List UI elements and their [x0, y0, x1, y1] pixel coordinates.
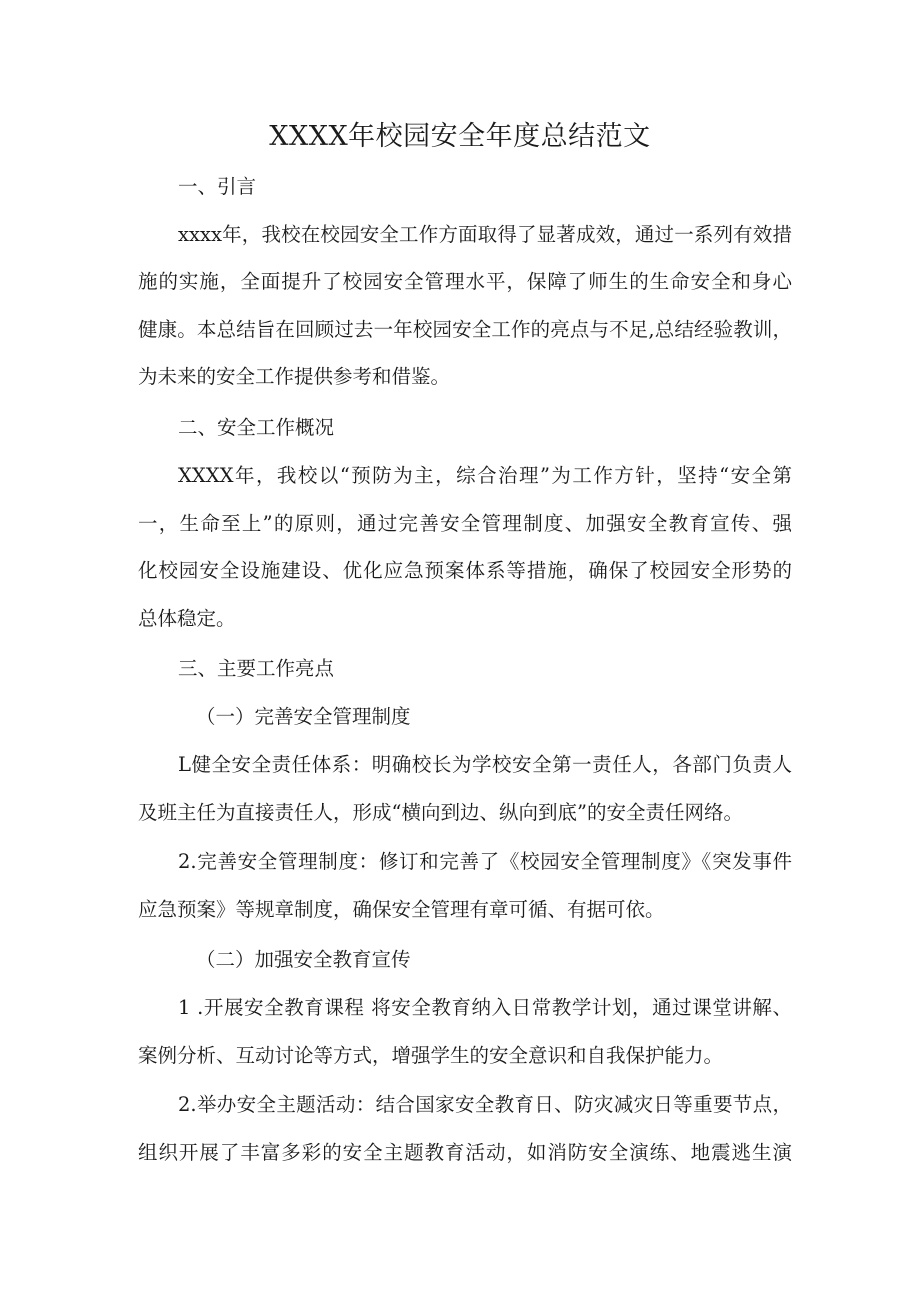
- paragraph-line: 2.完善安全管理制度：修订和完善了《校园安全管理制度》《突发事件: [178, 850, 792, 873]
- subsection-heading-education: （二）加强安全教育宣传: [196, 948, 411, 971]
- section-heading-highlights: 三、主要工作亮点: [178, 657, 335, 680]
- paragraph-line: 一，生命至上”的原则，通过完善安全管理制度、加强安全教育宣传、强: [138, 512, 792, 535]
- paragraph-line: 2.举办安全主题活动：结合国家安全教育日、防灾减灾日等重要节点，: [178, 1093, 792, 1116]
- paragraph-line: 1 .开展安全教育课程 将安全教育纳入日常教学计划，通过课堂讲解、: [178, 996, 792, 1019]
- paragraph-line: 案例分析、互动讨论等方式，增强学生的安全意识和自我保护能力。: [138, 1044, 724, 1067]
- paragraph-line: 健康。本总结旨在回顾过去一年校园安全工作的亮点与不足,总结经验教训，: [138, 318, 792, 341]
- paragraph-line: L健全安全责任体系：明确校长为学校安全第一责任人，各部门负责人: [178, 753, 792, 776]
- paragraph-line: 为未来的安全工作提供参考和借鉴。: [138, 365, 451, 388]
- paragraph-line: 总体稳定。: [138, 607, 236, 630]
- paragraph-line: 及班主任为直接责任人，形成“横向到边、纵向到底”的安全责任网络。: [138, 801, 743, 824]
- paragraph-line: 施的实施，全面提升了校园安全管理水平，保障了师生的生命安全和身心: [138, 270, 792, 293]
- document-title: XXXX年校园安全年度总结范文: [269, 121, 651, 152]
- subsection-heading-management: （一）完善安全管理制度: [196, 705, 411, 728]
- paragraph-line: xxxx年，我校在校园安全工作方面取得了显著成效，通过一系列有效措: [178, 223, 792, 246]
- paragraph-line: 化校园安全设施建设、优化应急预案体系等措施，确保了校园安全形势的: [138, 559, 792, 582]
- paragraph-line: 组织开展了丰富多彩的安全主题教育活动，如消防安全演练、地震逃生演: [138, 1141, 792, 1164]
- section-heading-intro: 一、引言: [178, 175, 257, 198]
- paragraph-line: 应急预案》等规章制度，确保安全管理有章可循、有据可依。: [138, 898, 665, 921]
- section-heading-overview: 二、安全工作概况: [178, 416, 335, 439]
- paragraph-line: XXXX年，我校以“预防为主，综合治理”为工作方针，坚持“安全第: [178, 464, 792, 487]
